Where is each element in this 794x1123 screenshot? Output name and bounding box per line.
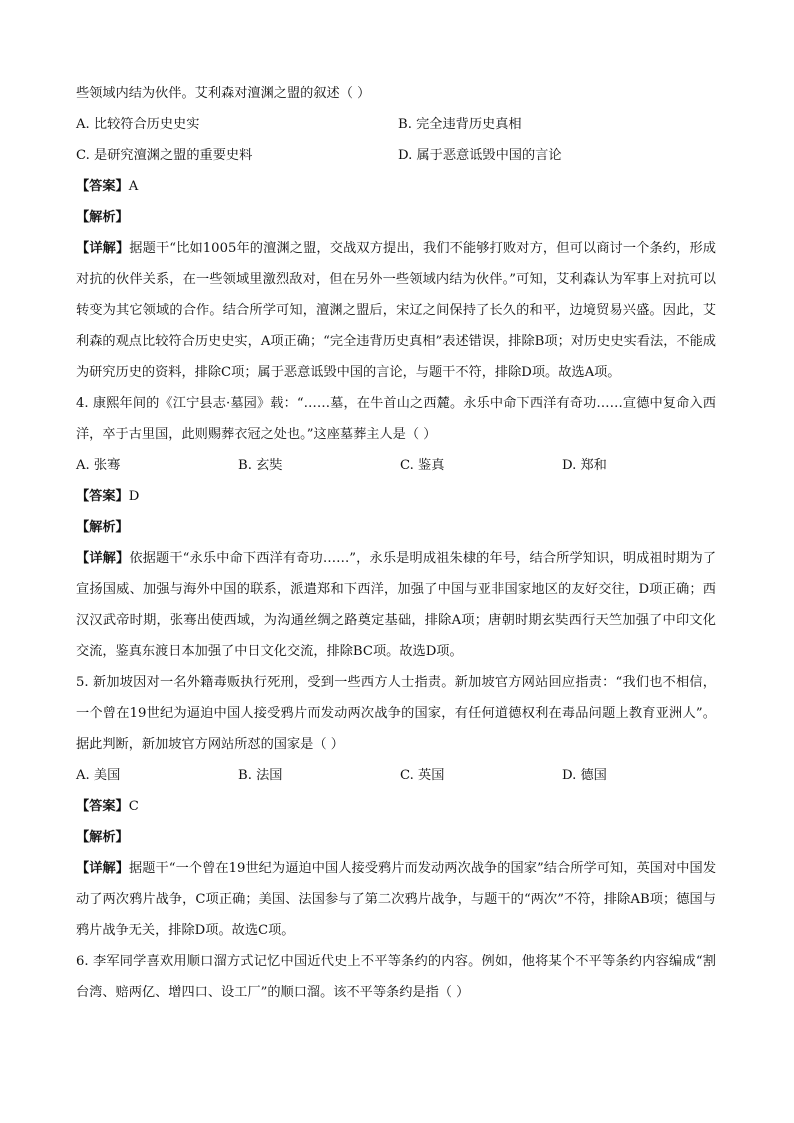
q3-detail	[76, 233, 716, 388]
q3-analysis-label: 【解析】	[76, 210, 129, 225]
detail-label: 【详解】	[76, 551, 130, 566]
q3-option-d: D. 属于恶意诋毁中国的言论	[398, 148, 562, 163]
q4-answer	[76, 481, 716, 512]
q6-stem: 6. 李军同学喜欢用顺口溜方式记忆中国近代史上不平等条约的内容。例如，他将某个不平等条约内容编成“割台湾、赔两亿、增四口、设工厂”的顺口溜。该不平等条约是指（ ）	[76, 954, 716, 1000]
q5-analysis-label: 【解析】	[76, 830, 129, 845]
q5-options-row	[76, 760, 716, 791]
q5-option-a: A. 美国	[76, 768, 121, 783]
answer-value: D	[128, 489, 140, 504]
detail-label: 【详解】	[76, 241, 130, 256]
q3-stem-tail: 些领域内结为伙伴。艾利森对澶渊之盟的叙述（ ）	[76, 86, 371, 101]
detail-text: 据题干“一个曾在19世纪为逼迫中国人接受鸦片而发动两次战争的国家”结合所学可知，英国对中国发动了两次鸦片战争，C项正确；美国、法国参与了第二次鸦片战争，与题干的“两次”不符，排除AB项；德国与鸦片战争无关，排除D项。故选C项。	[76, 861, 717, 938]
answer-value: A	[128, 179, 139, 194]
q5-option-d: D. 德国	[562, 768, 607, 783]
answer-value: C	[128, 799, 139, 814]
q4-option-c: C. 鉴真	[400, 458, 445, 473]
q5-detail	[76, 853, 716, 946]
q4-stem: 4. 康熙年间的《江宁县志·墓园》载：“……墓，在牛首山之西麓。永乐中命下西洋有奇功……宣德中复命入西洋，卒于古里国，此则赐葬衣冠之处也。”这座墓葬主人是（ ）	[76, 396, 716, 442]
document-page	[76, 78, 716, 1008]
detail-text: 据题干“比如1005年的澶渊之盟，交战双方提出，我们不能够打败对方，但可以商讨一个条约，形成对抗的伙伴关系，在一些领域里激烈敌对，但在另外一些领域内结为伙伴。”可知，艾利森认为军事上对抗可以转变为其它领域的合作。结合所学可知，澶渊之盟后，宋辽之间保持了长久的和平，边境贸易兴盛。因此，艾利森的观点比较符合历史史实，A项正确；“完全违背历史真相”表述错误，排除B项；对历史史实看法，不能成为研究历史的资料，排除C项；属于恶意诋毁中国的言论，与题干不符，排除D项。故选A项。	[76, 241, 716, 380]
q3-answer	[76, 171, 716, 202]
q5-answer	[76, 791, 716, 822]
answer-label: 【答案】	[76, 489, 129, 504]
q4-analysis-label: 【解析】	[76, 520, 129, 535]
detail-label: 【详解】	[76, 861, 130, 876]
q3-options-row-1	[76, 109, 716, 140]
q3-option-a: A. 比较符合历史史实	[76, 117, 200, 132]
q4-option-a: A. 张骞	[76, 458, 121, 473]
q4-option-b: B. 玄奘	[238, 458, 283, 473]
q3-option-c: C. 是研究澶渊之盟的重要史料	[76, 148, 253, 163]
q4-options-row	[76, 450, 716, 481]
q4-detail	[76, 543, 716, 667]
q5-option-c: C. 英国	[400, 768, 445, 783]
answer-label: 【答案】	[76, 179, 129, 194]
detail-text: 依据题干“永乐中命下西洋有奇功……”，永乐是明成祖朱棣的年号，结合所学知识，明成祖时期为了宣扬国威、加强与海外中国的联系，派遣郑和下西洋，加强了中国与亚非国家地区的友好交往，D项正确；西汉汉武帝时期，张骞出使西域，为沟通丝绸之路奠定基础，排除A项；唐朝时期玄奘西行天竺加强了中印文化交流，鉴真东渡日本加强了中日文化交流，排除BC项。故选D项。	[76, 551, 717, 659]
answer-label: 【答案】	[76, 799, 129, 814]
q5-stem: 5. 新加坡因对一名外籍毒贩执行死刑，受到一些西方人士指责。新加坡官方网站回应指责：“我们也不相信，一个曾在19世纪为逼迫中国人接受鸦片而发动两次战争的国家，有任何道德权利在毒品问题上教育亚洲人”。据此判断，新加坡官方网站所怼的国家是（ ）	[76, 675, 716, 752]
q3-option-b: B. 完全违背历史真相	[398, 117, 522, 132]
q5-option-b: B. 法国	[238, 768, 283, 783]
q4-option-d: D. 郑和	[562, 458, 607, 473]
q3-options-row-2	[76, 140, 716, 171]
